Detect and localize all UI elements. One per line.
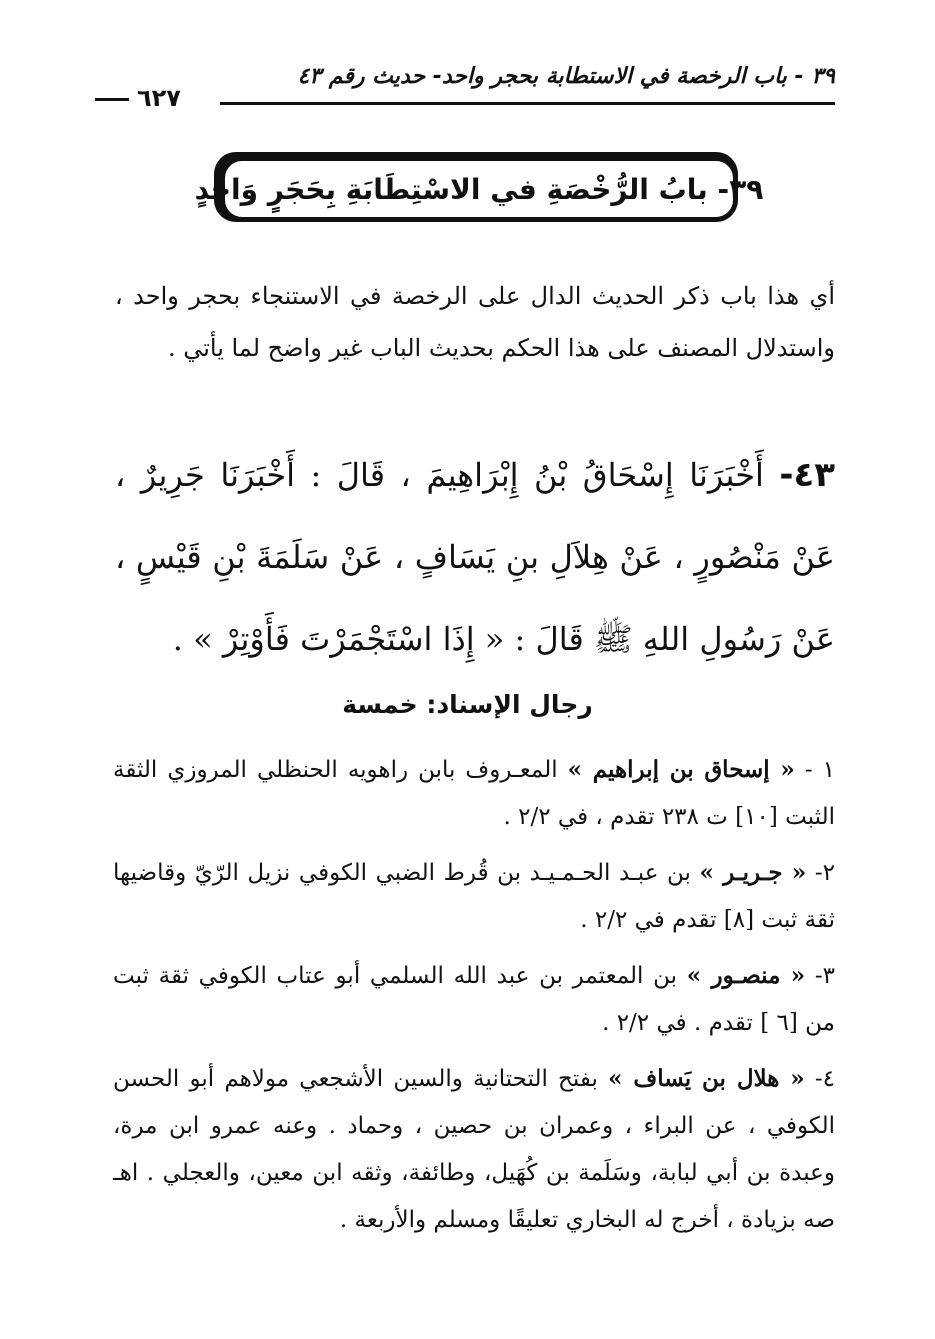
- running-title: ٣٩ - باب الرخصة في الاستطابة بحجر واحد- حديث رقم ٤٣: [297, 64, 835, 89]
- narrator-name: « منصـور »: [686, 962, 806, 989]
- section-title: رجال الإسناد: خمسة: [342, 690, 593, 719]
- chapter-frame: [194, 158, 764, 220]
- narrator-entry: [113, 849, 835, 944]
- page-number-dash: [95, 98, 129, 101]
- hadith-text: أَخْبَرَنَا إِسْحَاقُ بْنُ إِبْرَاهِيمَ ، قَالَ : أَخْبَرَنَا جَرِيرٌ ، عَنْ مَنْصُورٍ ، عَنْ هِلاَلِ بنِ يَسَافٍ ، عَنْ سَلَمَةَ بْنِ قَيْسٍ ، عَنْ رَسُولِ اللهِ ﷺ قَالَ : « إِذَا اسْتَجْمَرْتَ فَأَوْتِرْ » .: [115, 456, 835, 658]
- page-number: ٦٢٧: [137, 84, 181, 112]
- page-number-block: [95, 84, 181, 112]
- hadith-paragraph: [115, 434, 835, 680]
- running-header: [95, 64, 835, 114]
- header-rule: [220, 102, 835, 105]
- narrator-text: المعـروف بابن راهويه الحنظلي المروزي الثقة الثبت [١٠] ت ٢٣٨ تقدم ، في ٢/٢ .: [113, 757, 835, 830]
- narrator-entry: [113, 952, 835, 1047]
- chapter-title: ٣٩- بابُ الرُّخْصَةِ في الاسْتِطَابَةِ بِحَجَرٍ وَاحِدٍ: [194, 172, 764, 206]
- narrator-name: « جـريـر »: [699, 859, 807, 886]
- intro-paragraph: أي هذا باب ذكر الحديث الدال على الرخصة في الاستنجاء بحجر واحد ، واستدلال المصنف على هذا الحكم بحديث الباب غير واضح لما يأتي .: [115, 282, 835, 362]
- chapter-title-frame: [194, 152, 764, 232]
- narrator-number: ٤-: [814, 1066, 836, 1092]
- narrator-number: ١ -: [804, 757, 836, 783]
- narrator-name: « إسحاق بن إبراهيم »: [567, 756, 795, 783]
- narrator-text: بن عبـد الحـمـيـد بن قُرط الضبي الكوفي نزيل الرّيّ وقاضيها ثقة ثبت [٨] تقدم في ٢/٢ .: [113, 860, 835, 933]
- narrator-name: « هلال بن يَساف »: [608, 1065, 805, 1092]
- narrator-list: [113, 746, 835, 1252]
- narrator-entry: [113, 746, 835, 841]
- narrator-text: بن المعتمر بن عبد الله السلمي أبو عتاب الكوفي ثقة ثبت من [٦ ] تقدم . في ٢/٢ .: [113, 963, 835, 1036]
- hadith-number: ٤٣-: [779, 455, 836, 495]
- narrator-number: ٢-: [814, 860, 835, 886]
- narrator-entry: [113, 1055, 835, 1244]
- narrator-text: بفتح التحتانية والسين الأشجعي مولاهم أبو الحسن الكوفي ، عن البراء ، وعمران بن حصين ، وحماد . وعنه عمرو ابن مرة، وعبدة بن أبي لبابة، وسَلَمة بن كُهَيل، وطائفة، وثقه ابن معين، والعجلي . اهـ صه بزيادة ، أخرج له البخاري تعليقًا ومسلم والأربعة .: [113, 1066, 835, 1233]
- narrator-number: ٣-: [814, 963, 836, 989]
